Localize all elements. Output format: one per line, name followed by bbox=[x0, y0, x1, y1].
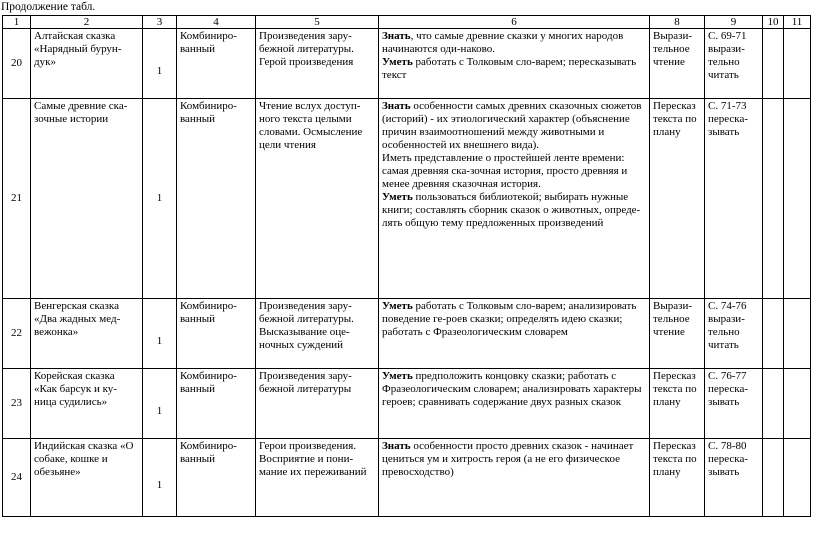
lesson-topic: Алтайская сказка «Нарядный бурун-дук» bbox=[31, 29, 143, 99]
req-keyword: Уметь bbox=[382, 56, 413, 68]
req-keyword: Знать bbox=[382, 30, 411, 42]
req-keyword: Уметь bbox=[382, 370, 413, 382]
lesson-control: Пересказ текста по плану bbox=[650, 99, 705, 299]
lesson-control: Пересказ текста по плану bbox=[650, 369, 705, 439]
column-header: 11 bbox=[784, 16, 811, 29]
lesson-control: Пересказ текста по плану bbox=[650, 439, 705, 517]
empty-cell bbox=[763, 299, 784, 369]
column-header: 8 bbox=[650, 16, 705, 29]
empty-cell bbox=[763, 99, 784, 299]
column-header: 9 bbox=[705, 16, 763, 29]
column-header: 2 bbox=[31, 16, 143, 29]
req-text: особенности самых древних сказочных сюжетов (историй) - их этиологический характер (объяснение причин взаимоотношений между животными и особенностей их внешнего вида). bbox=[382, 100, 642, 151]
req-text: пользоваться библиотекой; выбирать нужные книги; составлять сборник сказок о животных, опреде-лять общую тему предложенных произведений bbox=[382, 191, 641, 229]
empty-cell bbox=[784, 99, 811, 299]
empty-cell bbox=[784, 439, 811, 517]
table-row bbox=[3, 369, 811, 439]
empty-cell bbox=[784, 299, 811, 369]
lesson-homework: С. 74-76 вырази-тельно читать bbox=[705, 299, 763, 369]
lesson-requirements bbox=[379, 29, 650, 99]
lesson-homework: С. 71-73 переска-зывать bbox=[705, 99, 763, 299]
req-text: работать с Толковым сло-варем; пересказывать текст bbox=[382, 56, 637, 81]
column-header: 6 bbox=[379, 16, 650, 29]
column-header: 3 bbox=[143, 16, 177, 29]
lesson-number: 23 bbox=[3, 369, 31, 439]
column-header: 1 bbox=[3, 16, 31, 29]
table-caption: Продолжение табл. bbox=[1, 1, 96, 13]
lesson-type: Комбиниро-ванный bbox=[177, 299, 256, 369]
lesson-number: 21 bbox=[3, 99, 31, 299]
lesson-number: 20 bbox=[3, 29, 31, 99]
column-header: 5 bbox=[256, 16, 379, 29]
lesson-type: Комбиниро-ванный bbox=[177, 439, 256, 517]
lesson-type: Комбиниро-ванный bbox=[177, 99, 256, 299]
lesson-topic: Венгерская сказка «Два жадных мед-вежонка» bbox=[31, 299, 143, 369]
lesson-requirements bbox=[379, 369, 650, 439]
lesson-content: Произведения зару-бежной литературы bbox=[256, 369, 379, 439]
lesson-type: Комбиниро-ванный bbox=[177, 369, 256, 439]
req-text: предположить концовку сказки; работать с Фразеологическим словарем; анализировать характеры героев; сравнивать содержание двух разных сказок bbox=[382, 370, 642, 408]
lesson-plan-table bbox=[2, 15, 811, 517]
lesson-content: Произведения зару-бежной литературы. Высказывание оце-ночных суждений bbox=[256, 299, 379, 369]
lesson-hours: 1 bbox=[143, 299, 177, 369]
lesson-content: Герои произведения. Восприятие и пони-мание их переживаний bbox=[256, 439, 379, 517]
lesson-hours: 1 bbox=[143, 99, 177, 299]
empty-cell bbox=[784, 369, 811, 439]
column-header: 10 bbox=[763, 16, 784, 29]
lesson-topic: Корейская сказка «Как барсук и ку-ница судились» bbox=[31, 369, 143, 439]
lesson-number: 22 bbox=[3, 299, 31, 369]
lesson-number: 24 bbox=[3, 439, 31, 517]
lesson-requirements bbox=[379, 99, 650, 299]
empty-cell bbox=[784, 29, 811, 99]
lesson-control: Вырази-тельное чтение bbox=[650, 299, 705, 369]
lesson-homework: С. 78-80 переска-зывать bbox=[705, 439, 763, 517]
empty-cell bbox=[763, 369, 784, 439]
req-keyword: Уметь bbox=[382, 191, 413, 203]
table-row bbox=[3, 29, 811, 99]
empty-cell bbox=[763, 439, 784, 517]
table-row bbox=[3, 439, 811, 517]
table-row bbox=[3, 99, 811, 299]
lesson-hours: 1 bbox=[143, 369, 177, 439]
lesson-content: Произведения зару-бежной литературы. Герой произведения bbox=[256, 29, 379, 99]
lesson-homework: С. 69-71 вырази-тельно читать bbox=[705, 29, 763, 99]
req-text: особенности просто древних сказок - начинает цениться ум и хитрость героя (а не его физическое превосходство) bbox=[382, 440, 634, 478]
lesson-homework: С. 76-77 переска-зывать bbox=[705, 369, 763, 439]
lesson-hours: 1 bbox=[143, 29, 177, 99]
req-text: Иметь представление о простейшей ленте времени: самая древняя ска-зочная история, просто древняя и менее древняя сказочная история. bbox=[382, 152, 628, 190]
lesson-type: Комбиниро-ванный bbox=[177, 29, 256, 99]
lesson-topic: Индийская сказка «О собаке, кошке и обезьяне» bbox=[31, 439, 143, 517]
req-keyword: Уметь bbox=[382, 300, 413, 312]
lesson-requirements bbox=[379, 299, 650, 369]
req-keyword: Знать bbox=[382, 100, 411, 112]
req-keyword: Знать bbox=[382, 440, 411, 452]
header-row bbox=[3, 16, 811, 29]
req-text: , что самые древние сказки у многих народов начинаются оди-наково. bbox=[382, 30, 624, 55]
lesson-control: Вырази-тельное чтение bbox=[650, 29, 705, 99]
empty-cell bbox=[763, 29, 784, 99]
table-row bbox=[3, 299, 811, 369]
req-text: работать с Толковым сло-варем; анализировать поведение ге-роев сказки; определять идею сказки; работать с Фразеологическим словарем bbox=[382, 300, 637, 338]
lesson-topic: Самые древние ска-зочные истории bbox=[31, 99, 143, 299]
column-header: 4 bbox=[177, 16, 256, 29]
lesson-requirements bbox=[379, 439, 650, 517]
lesson-hours: 1 bbox=[143, 439, 177, 517]
lesson-content: Чтение вслух доступ-ного текста целыми словами. Осмысление цели чтения bbox=[256, 99, 379, 299]
